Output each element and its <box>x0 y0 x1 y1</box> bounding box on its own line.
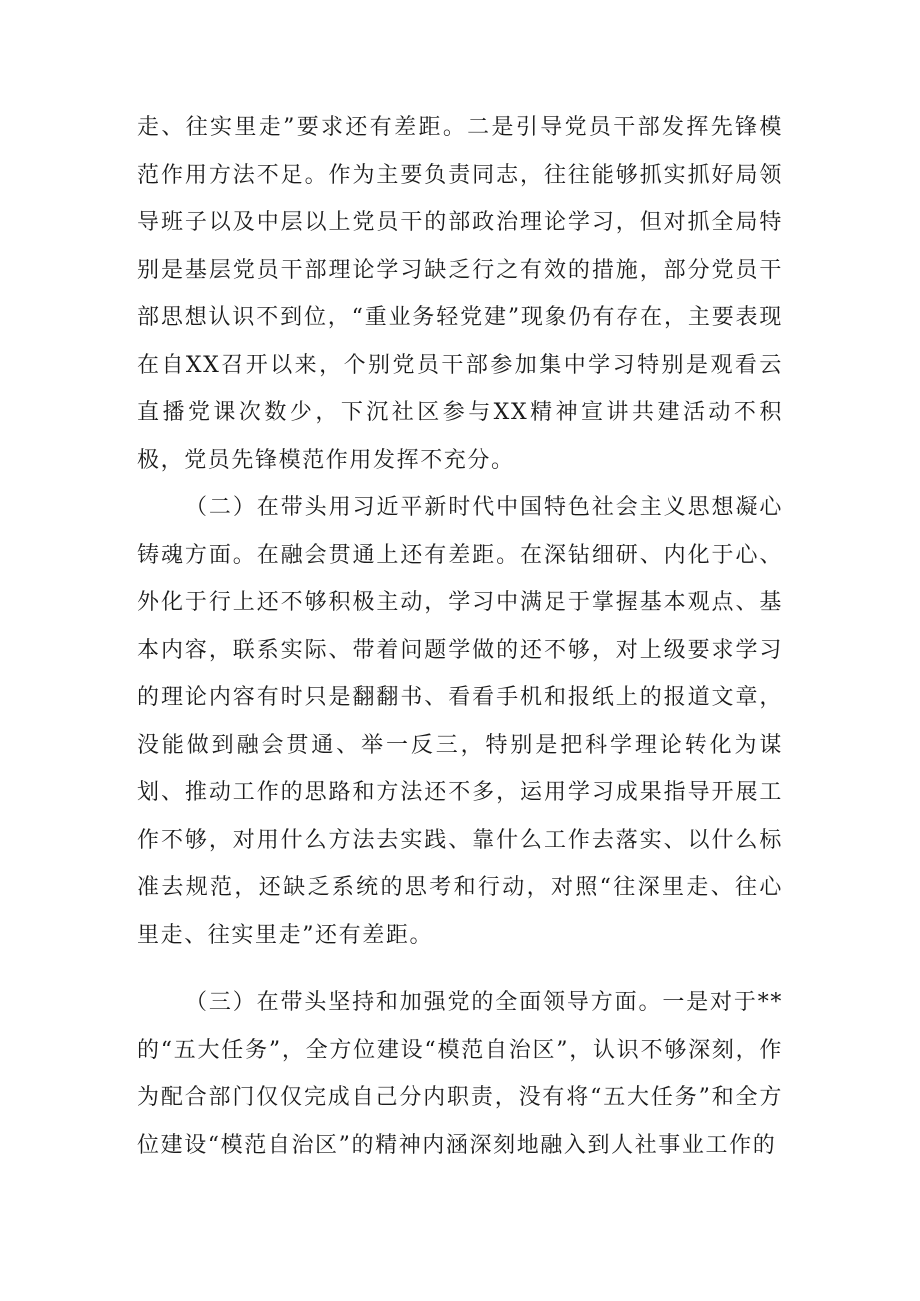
paragraph-3: （三）在带头坚持和加强党的全面领导方面。一是对于**的“五大任务”，全方位建设“模范自治区”，认识不够深刻，作为配合部门仅仅完成自己分内职责，没有将“五大任务”和全方位建设“模范自治区”的精神内涵深刻地融入到人社事业工作的 <box>137 990 783 1158</box>
paragraph-1: 走、往实里走”要求还有差距。二是引导党员干部发挥先锋模范作用方法不足。作为主要负责同志，往往能够抓实抓好局领导班子以及中层以上党员干的部政治理论学习，但对抓全局特别是基层党员干部理论学习缺乏行之有效的措施，部分党员干部思想认识不到位，“重业务轻党建”现象仍有存在，主要表现在自XX召开以来，个别党员干部参加集中学习特别是观看云直播党课次数少，下沉社区参与XX精神宣讲共建活动不积极，党员先锋模范作用发挥不充分。 <box>137 115 783 473</box>
paragraph-2: （二）在带头用习近平新时代中国特色社会主义思想凝心铸魂方面。在融会贯通上还有差距。在深钻细研、内化于心、外化于行上还不够积极主动，学习中满足于掌握基本观点、基本内容，联系实际、带着问题学做的还不够，对上级要求学习的理论内容有时只是翻翻书、看看手机和报纸上的报道文章，没能做到融会贯通、举一反三，特别是把科学理论转化为谋划、推动工作的思路和方法还不多，运用学习成果指导开展工作不够，对用什么方法去实践、靠什么工作去落实、以什么标准去规范，还缺乏系统的思考和行动，对照“往深里走、往心里走、往实里走”还有差距。 <box>137 495 783 948</box>
document-body <box>137 104 783 1169</box>
